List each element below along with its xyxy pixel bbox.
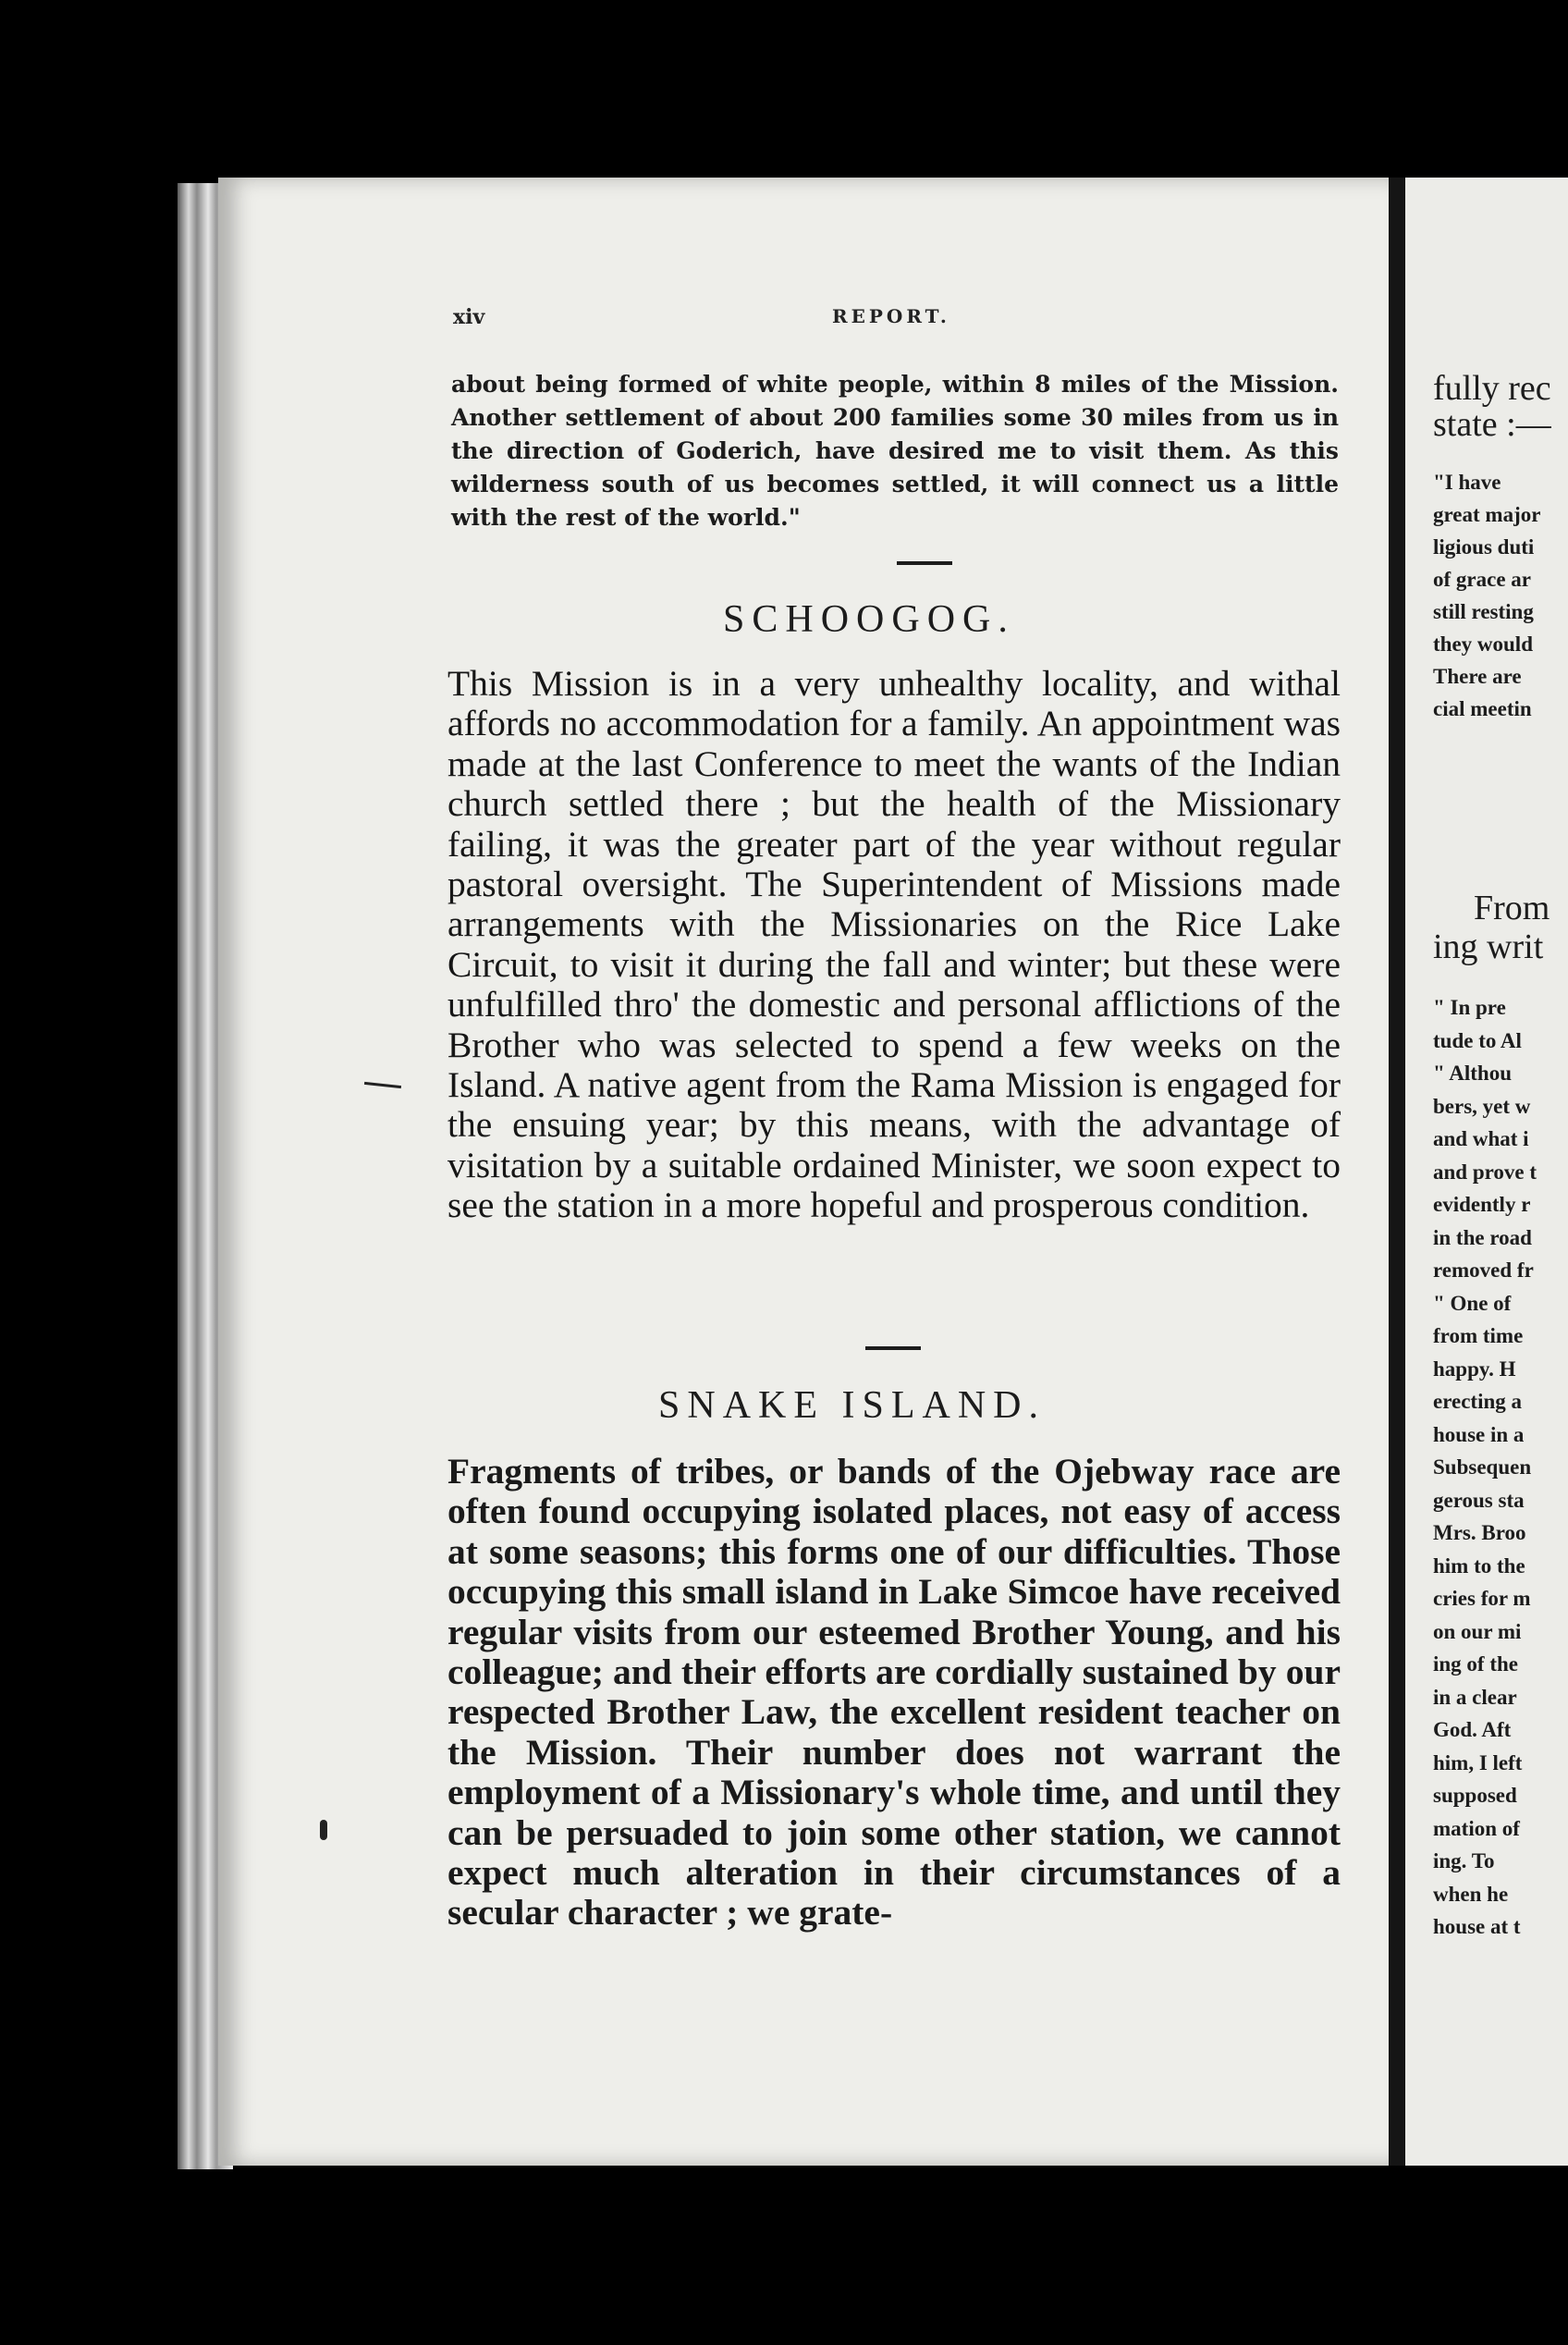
facing-block2-line: supposed (1433, 1784, 1517, 1807)
running-title: REPORT. (832, 305, 950, 327)
facing-block1-line: cial meetin (1433, 697, 1532, 720)
facing-page (1405, 178, 1568, 2166)
section-heading-schoogog: SCHOOGOG. (723, 598, 1015, 641)
facing-block2-line: ing of the (1433, 1652, 1518, 1676)
section-divider (865, 1346, 921, 1350)
facing-block2-line: house in a (1433, 1422, 1525, 1446)
facing-block2-line: " In pre (1433, 996, 1506, 1019)
facing-block2-line: happy. H (1433, 1357, 1516, 1381)
book-gutter (1389, 178, 1405, 2166)
facing-block1-line: still resting (1433, 600, 1534, 623)
facing-block1-line: great major (1433, 503, 1541, 526)
facing-block2-line: and prove t (1433, 1160, 1537, 1184)
facing-block1-line: "I have (1433, 471, 1501, 494)
facing-block2-line: in a clear (1433, 1685, 1517, 1709)
facing-block2-line: God. Aft (1433, 1718, 1512, 1741)
facing-block2-line: him, I left (1433, 1750, 1523, 1774)
facing-block1-line: they would (1433, 632, 1533, 656)
facing-block2-line: evidently r (1433, 1193, 1531, 1216)
facing-block1-line: ligious duti (1433, 535, 1535, 559)
facing-mid-line-2: ing writ (1433, 927, 1544, 966)
facing-block2-line: gerous sta (1433, 1488, 1525, 1512)
facing-block2-line: house at t (1433, 1915, 1521, 1938)
section-heading-snake-island: SNAKE ISLAND. (658, 1384, 1046, 1427)
page-number: xiv (453, 305, 485, 329)
facing-block2-line: on our mi (1433, 1619, 1522, 1643)
facing-block2-line: " One of (1433, 1291, 1512, 1315)
section-body-snake-island: Fragments of tribes, or bands of the Ojebway race are often found occupying isolated places, not easy of access at some seasons; this forms one of our difficulties. Those occupying this small island in Lake Simcoe have received regular visits from our esteemed Brother Young, and his colleague; and their efforts are cordially sustained by our respected Brother Law, the excellent resident teacher on the Mission. Their number does not warrant the employment of a Missionary's whole time, and until they can be persuaded to join some other station, we cannot expect much alteration in their circumstances of a secular character ; we grate- (447, 1451, 1341, 1934)
facing-block2-line: removed fr (1433, 1258, 1534, 1282)
facing-block2-line: in the road (1433, 1225, 1532, 1249)
intro-paragraph: about being formed of white people, within 8 miles of the Mission. Another settlement of about 200 families some 30 miles from us in the direction of Goderich, have desired me to visit them. As this wilderness south of us becomes settled, it will connect us a little with the rest of the world." (451, 371, 1339, 531)
facing-top-line-2: state :— (1433, 405, 1551, 444)
facing-block2-line: bers, yet w (1433, 1094, 1531, 1118)
section-divider (897, 561, 952, 565)
facing-mid-line-1: From (1474, 889, 1550, 927)
facing-block2-line: mation of (1433, 1816, 1520, 1840)
running-head (453, 305, 1341, 333)
facing-block2-line: Subsequen (1433, 1455, 1532, 1479)
facing-block2-line: from time (1433, 1324, 1524, 1347)
facing-top-line-1: fully rec (1433, 369, 1551, 408)
facing-block2-line: cries for m (1433, 1587, 1531, 1610)
facing-block2-line: him to the (1433, 1553, 1525, 1578)
section-body-schoogog: This Mission is in a very unhealthy locality, and withal affords no accommodation for a family. An appointment was made at the last Conference to meet the wants of the Indian church settled there ; but the health of the Missionary failing, it was the greater part of the year without regular pastoral oversight. The Superintendent of Missions made arrangements with the Missionaries on the Rice Lake Circuit, to visit it during the fall and winter; but these were unfulfilled thro' the domestic and personal afflictions of the Brother who was selected to spend a few weeks on the Island. A native agent from the Rama Mission is engaged for the ensuing year; by this means, with the advantage of visitation by a suitable ordained Minister, we soon expect to see the station in a more hopeful and prosperous condition. (447, 663, 1341, 1226)
facing-block2-line: when he (1433, 1882, 1509, 1906)
facing-block2-line: and what i (1433, 1127, 1529, 1150)
facing-block1-line: of grace ar (1433, 568, 1531, 591)
facing-block2-line: " Althou (1433, 1062, 1512, 1085)
facing-block2-line: erecting a (1433, 1390, 1523, 1413)
facing-block2-line: Mrs. Broo (1433, 1521, 1526, 1544)
facing-block2-line: tude to Al (1433, 1028, 1522, 1052)
margin-mark (320, 1820, 327, 1840)
facing-block2-line: ing. To (1433, 1849, 1495, 1872)
facing-block1-line: There are (1433, 665, 1522, 688)
